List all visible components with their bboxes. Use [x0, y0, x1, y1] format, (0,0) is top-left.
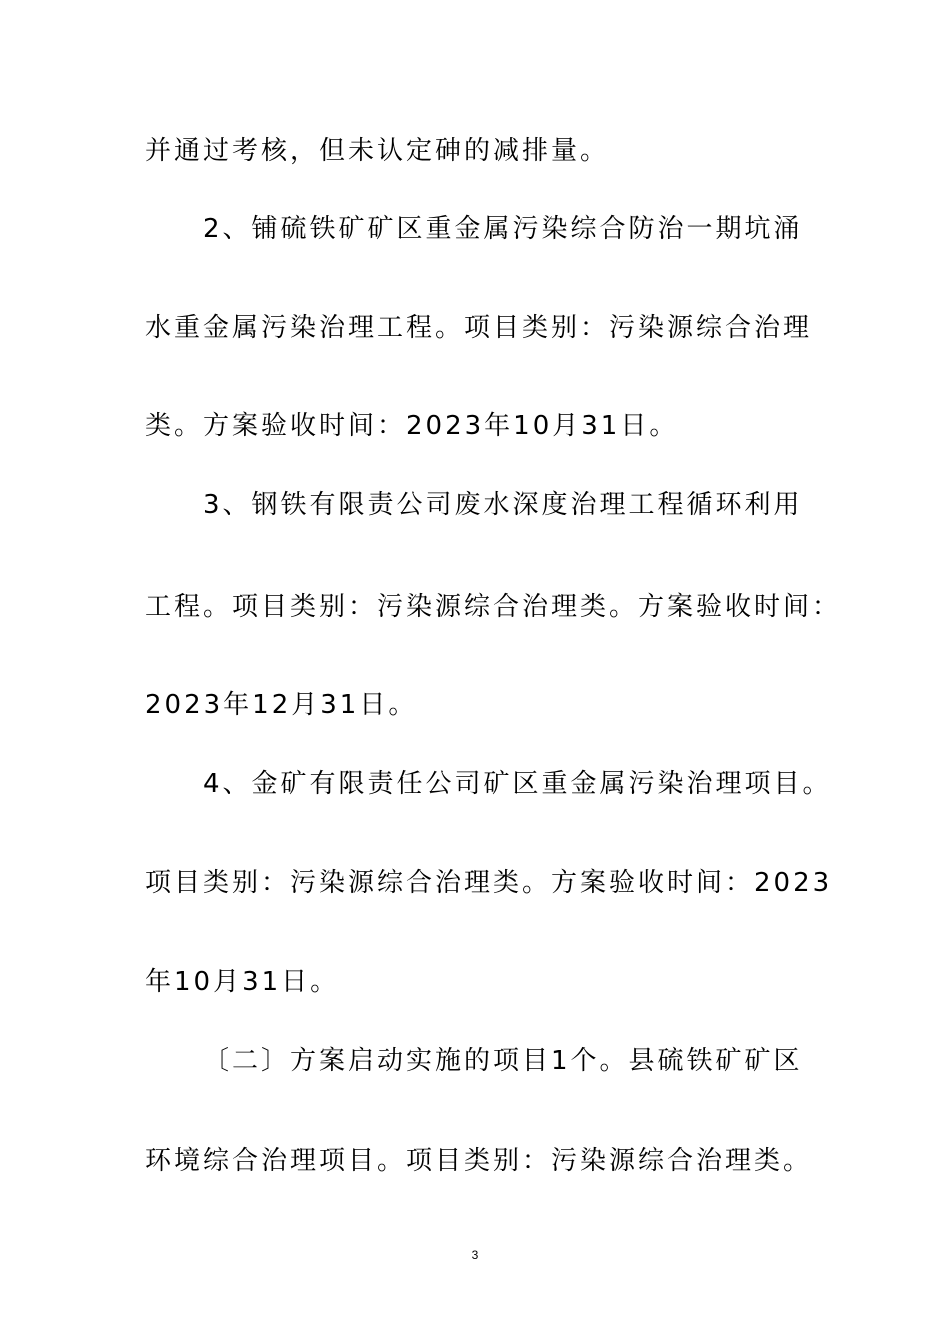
text-line: 环境综合治理项目。项目类别：污染源综合治理类。 [145, 1146, 813, 1176]
text-line: 水重金属污染治理工程。项目类别：污染源综合治理 [145, 313, 813, 343]
page-number: 3 [471, 1248, 479, 1262]
paragraph-start-line: 3、钢铁有限责公司废水深度治理工程循环利用 [203, 490, 803, 520]
text-line: 项目类别：污染源综合治理类。方案验收时间：2023 [145, 868, 833, 898]
paragraph-start-line: 〔二〕方案启动实施的项目1个。县硫铁矿矿区 [203, 1046, 803, 1076]
text-line: 类。方案验收时间：2023年10月31日。 [145, 411, 679, 441]
paragraph-start-line: 4、金矿有限责任公司矿区重金属污染治理项目。 [203, 769, 832, 799]
text-line: 2023年12月31日。 [145, 690, 418, 720]
paragraph-start-line: 2、铺硫铁矿矿区重金属污染综合防治一期坑涌 [203, 214, 803, 244]
text-line: 工程。项目类别：污染源综合治理类。方案验收时间： [145, 592, 842, 622]
text-line: 年10月31日。 [145, 967, 340, 997]
text-line: 并通过考核，但未认定砷的减排量。 [145, 136, 610, 166]
